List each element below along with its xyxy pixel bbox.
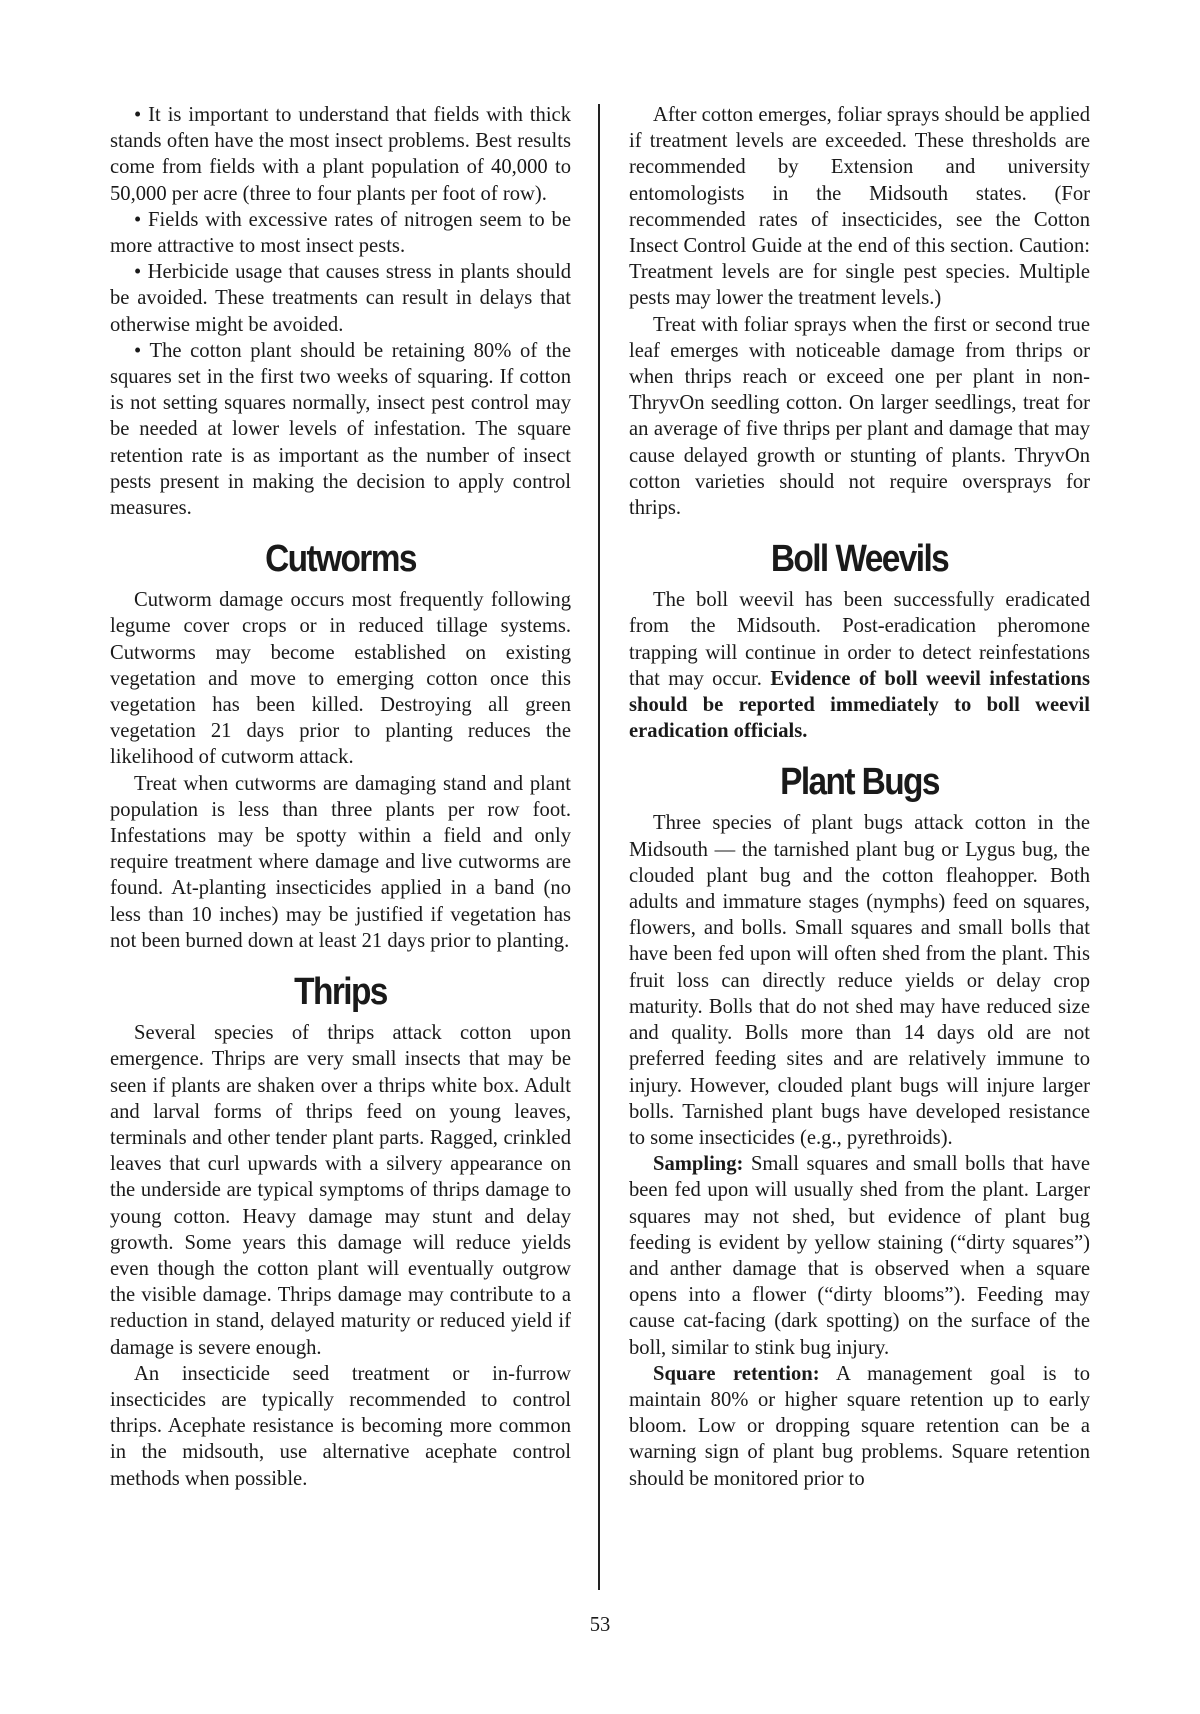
thrips-paragraph: Several species of thrips attack cotton upon emergence. Thrips are very small insects that may be seen if plants are shaken over a thrips white box. Adult and larval forms of thrips feed on young leaves, terminals and other tender plant parts. Ragged, crinkled leaves that curl upwards with a silvery appearance on the underside are typical symptoms of thrips damage to young cotton. Heavy damage may stunt and delay growth. Some years this damage will reduce yields even though the cotton plant will eventually outgrow the visible damage. Thrips damage may contribute to a reduction in stand, delayed maturity or reduced yield if damage is severe enough. [110, 1022, 571, 1359]
thrips-heading: Thrips [294, 971, 387, 1014]
sampling-label: Sampling: [653, 1153, 744, 1176]
bullet-paragraph: • Herbicide usage that causes stress in plants should be avoided. These treatments can result in delays that otherwise might be avoided. [110, 261, 571, 336]
bullet-paragraph: • The cotton plant should be retaining 80% of the squares set in the first two weeks of squaring. If cotton is not setting squares normally, insect pest control may be needed at lower levels of infestation. The square retention rate is as important as the number of insect pests present in making the decision to apply control measures. [110, 339, 571, 520]
plant-bugs-heading: Plant Bugs [780, 761, 939, 804]
page-number: 53 [589, 1614, 611, 1636]
left-column [110, 102, 571, 1492]
cutworms-heading: Cutworms [265, 538, 416, 581]
right-column [629, 102, 1090, 1492]
square-retention-label: Square retention: [653, 1362, 820, 1385]
cutworms-paragraph: Cutworm damage occurs most frequently following legume cover crops or in reduced tillage systems. Cutworms may become established on existing vegetation and move to emerging cotton once this vegetation has been killed. Destroying all green vegetation 21 days prior to planting reduces the likelihood of cutworm attack. [110, 589, 571, 769]
sampling-text: Small squares and small bolls that have been fed upon will usually shed from the plant. Larger squares may not shed, but evidence of plant bug feeding is evident by yellow staining (“dirty squares”) and anther damage that is observed when a square opens into a flower (“dirty blooms”). Feeding may cause cat-facing (dark spotting) on the surface of the boll, similar to stink bug injury. [629, 1153, 1090, 1359]
boll-weevils-text: The boll weevil has been successfully eradicated from the Midsouth. Post-eradication pheromone trapping will continue in order to detect reinfestations that may occur. [629, 589, 1090, 690]
square-retention-paragraph [629, 1361, 1090, 1492]
cutworms-paragraph: Treat when cutworms are damaging stand and plant population is less than three plants per row foot. Infestations may be spotty within a field and only require treatment where damage and live cutworms are found. At-planting insecticides applied in a band (no less than 10 inches) may be justified if vegetation has not been burned down at least 21 days prior to planting. [110, 772, 571, 952]
sampling-paragraph [629, 1151, 1090, 1361]
column-divider [598, 104, 600, 1590]
boll-weevils-heading: Boll Weevils [770, 538, 949, 581]
bullet-paragraph: • It is important to understand that fields with thick stands often have the most insect problems. Best results come from fields with a plant population of 40,000 to 50,000 per acre (three to four plants per foot of row). [110, 104, 571, 205]
thrips-paragraph: An insecticide seed treatment or in-furrow insecticides are typically recommended to control thrips. Acephate resistance is becoming more common in the midsouth, use alternative acephate control methods when possible. [110, 1362, 571, 1490]
boll-weevils-bold-text: Evidence of boll weevil infestations should be reported immediately to boll weevil eradication officials. [629, 667, 1090, 743]
square-retention-text: A management goal is to maintain 80% or higher square retention up to early bloom. Low or dropping square retention can be a warning sign of plant bug problems. Square retention should be monitored prior to [629, 1362, 1090, 1490]
plant-bugs-paragraph: Three species of plant bugs attack cotton in the Midsouth — the tarnished plant bug or Lygus bug, the clouded plant bug and the cotton fleahopper. Both adults and immature stages (nymphs) feed on squares, flowers, and bolls. Small squares and small bolls that have been fed upon will often shed from the plant. This fruit loss can directly reduce yields or delay crop maturity. Bolls that do not shed may have reduced size and quality. Bolls more than 14 days old are not preferred feeding sites and are relatively immune to injury. However, clouded plant bugs will injure larger bolls. Tarnished plant bugs have developed resistance to some insecticides (e.g., pyrethroids). [629, 812, 1090, 1149]
foliar-sprays-paragraph: After cotton emerges, foliar sprays should be applied if treatment levels are exceeded. These thresholds are recommended by Extension and university entomologists in the Midsouth states. (For recommended rates of insecticides, see the Cotton Insect Control Guide at the end of this section. Caution: Treatment levels are for single pest species. Multiple pests may lower the treatment levels.) [629, 104, 1090, 310]
foliar-sprays-paragraph: Treat with foliar sprays when the first or second true leaf emerges with noticeable damage from thrips or when thrips reach or exceed one per plant in non-ThryvOn seedling cotton. On larger seedlings, treat for an average of five thrips per plant and damage that may cause delayed growth or stunting of plants. ThryvOn cotton varieties should not require oversprays for thrips. [629, 313, 1090, 520]
boll-weevils-paragraph [629, 587, 1090, 744]
bullet-paragraph: • Fields with excessive rates of nitrogen seem to be more attractive to most insect pests. [110, 208, 571, 258]
